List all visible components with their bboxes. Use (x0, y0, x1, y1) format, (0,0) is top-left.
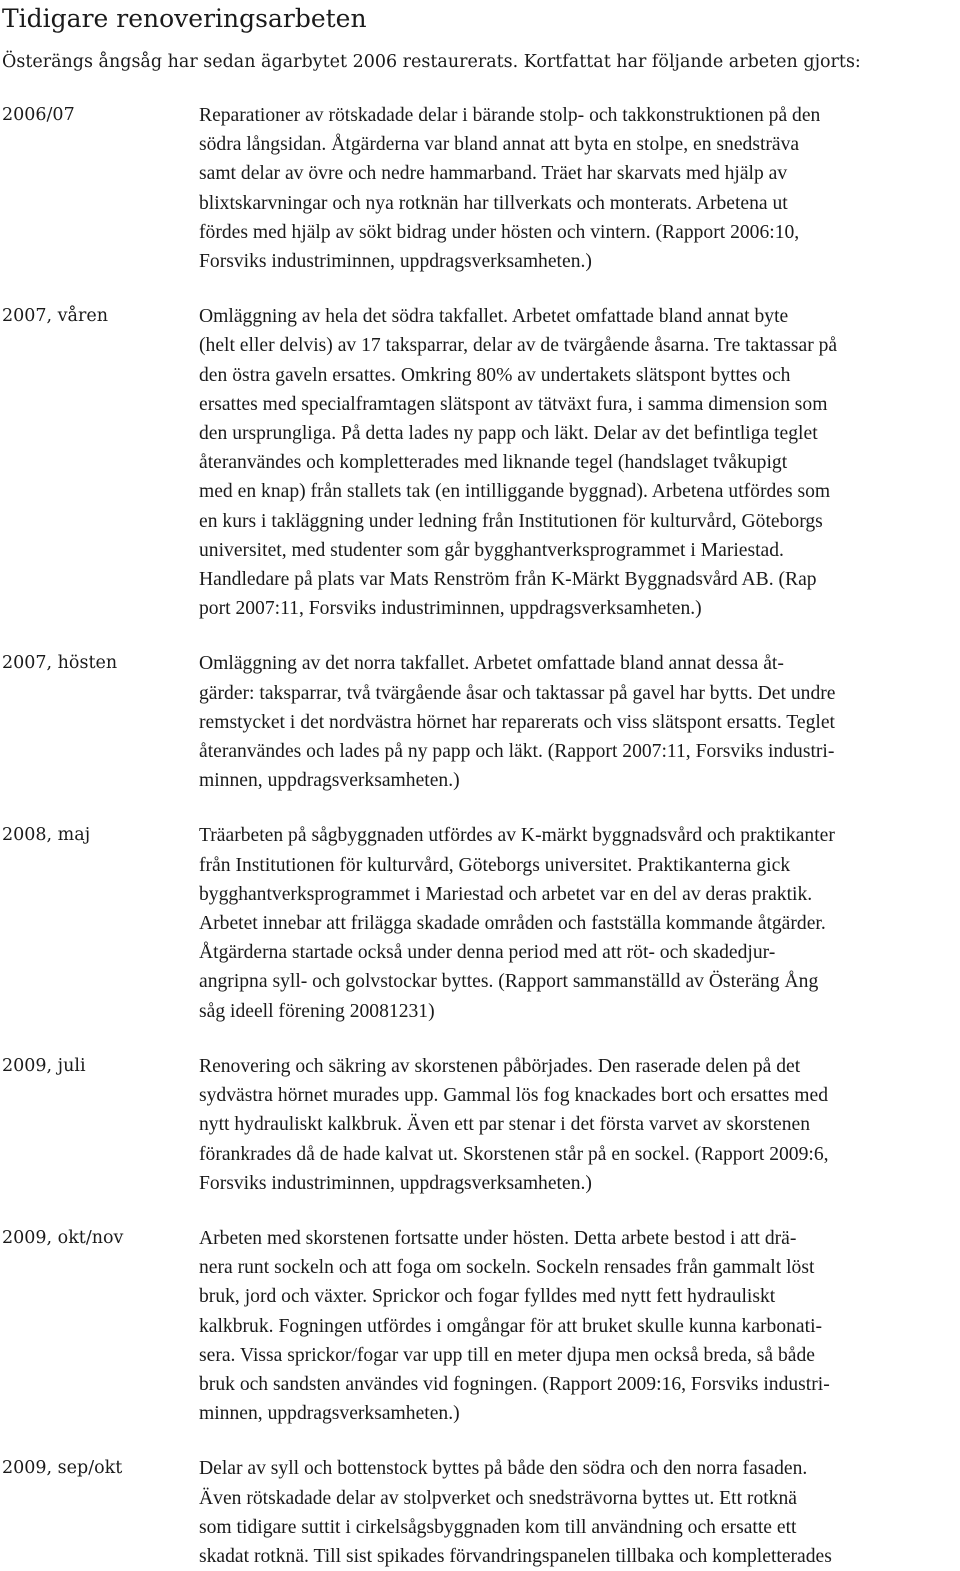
entry-description (199, 302, 958, 623)
entry-description-line: Åtgärderna startade också under denna period med att röt- och skadedjur- (199, 942, 776, 964)
entry-description-line: bygghantverksprogrammet i Mariestad och arbetet var en del av deras praktik. (199, 883, 813, 905)
entry-description-line: Renovering och säkring av skorstenen påbörjades. Den raserade delen på det (199, 1055, 801, 1077)
entry-date: 2008, maj (2, 825, 91, 846)
entry-description-line: den ursprungliga. På detta lades ny papp och läkt. Delar av det befintliga teglet (199, 423, 818, 445)
entry-date: 2007, hösten (2, 653, 118, 674)
entry-description (199, 101, 958, 276)
entry-description-line: Arbeten med skorstenen fortsatte under hösten. Detta arbete bestod i att drä- (199, 1227, 797, 1249)
entry-description-line: (helt eller delvis) av 17 taksparrar, delar av de tvärgående åsarna. Tre taktassar på (199, 335, 838, 357)
entry-description-line: skadat rotknä. Till sist spikades förvandringspanelen tillbaka och kompletterades (199, 1545, 832, 1567)
page-title: Tidigare renoveringsarbeten (2, 4, 367, 33)
renovation-entry (2, 821, 958, 1025)
entry-date: 2009, okt/nov (2, 1227, 124, 1248)
entry-description (199, 1224, 958, 1428)
entry-date: 2009, sep/okt (2, 1458, 123, 1479)
entry-description-line: Arbetet innebar att frilägga skadade områden och fastställa kommande åtgärder. (199, 913, 826, 935)
entry-description-line: södra långsidan. Åtgärderna var bland annat att byta en stolpe, en snedsträva (199, 134, 800, 156)
entry-description-line: Även rötskadade delar av stolpverket och snedsträvorna byttes ut. Ett rotknä (199, 1487, 797, 1509)
entry-date: 2006/07 (2, 105, 75, 125)
entry-description-line: Omläggning av det norra takfallet. Arbetet omfattade bland annat dessa åt- (199, 653, 784, 675)
entry-description-line: en kurs i takläggning under ledning från Institutionen för kulturvård, Göteborgs (199, 510, 823, 532)
intro-paragraph: Österängs ångsåg har sedan ägarbytet 2006 restaurerats. Kortfattat har följande arbeten gjorts: (2, 52, 861, 72)
entry-description-line: port 2007:11, Forsviks industriminnen, uppdragsverksamheten.) (199, 598, 702, 620)
entry-description-line: Omläggning av hela det södra takfallet. Arbetet omfattade bland annat byte (199, 306, 789, 328)
entry-description (199, 1052, 958, 1198)
renovation-entry (2, 1224, 958, 1428)
entry-description-line: med en knap) från stallets tak (en intilliggande byggnad). Arbetena utfördes som (199, 481, 831, 503)
entry-description-line: förankrades då de hade kalvat ut. Skorstenen står på en sockel. (Rapport 2009:6, (199, 1143, 829, 1165)
entry-description-line: minnen, uppdragsverksamheten.) (199, 1403, 460, 1425)
entry-description-line: remstycket i det nordvästra hörnet har reparerats och viss slätspont ersatts. Teglet (199, 711, 835, 733)
entry-description-line: den östra gaveln ersattes. Omkring 80% av undertakets slätspont byttes och (199, 364, 791, 386)
entry-date: 2009, juli (2, 1055, 86, 1076)
entry-description-line: blixtskarvningar och nya rotknän har tillverkats och monterats. Arbetena ut (199, 192, 788, 214)
entry-description-line: Forsviks industriminnen, uppdragsverksamheten.) (199, 1172, 592, 1194)
entry-description-line: universitet, med studenter som går bygghantverksprogrammet i Mariestad. (199, 539, 784, 561)
entry-description-line: Träarbeten på sågbyggnaden utfördes av K-märkt byggnadsvård och praktikanter (199, 825, 835, 847)
entry-description-line: nera runt sockeln och att foga om sockeln. Sockeln rensades från gammalt löst (199, 1257, 815, 1279)
entry-description-line: bruk, jord och växter. Sprickor och fogar fylldes med nytt fett hydrauliskt (199, 1286, 776, 1308)
entry-description (199, 1454, 958, 1571)
renovation-entry (2, 302, 958, 623)
entry-description-line: minnen, uppdragsverksamheten.) (199, 770, 460, 792)
renovation-entry (2, 1454, 958, 1571)
entry-description-line: såg ideell förening 20081231) (199, 1000, 435, 1022)
entry-description-line: Forsviks industriminnen, uppdragsverksamheten.) (199, 251, 592, 273)
entry-description-line: Handledare på plats var Mats Renström från K-Märkt Byggnadsvård AB. (Rap (199, 569, 817, 591)
renovation-entries (2, 101, 958, 1571)
renovation-entry (2, 101, 958, 276)
renovation-entry (2, 649, 958, 795)
entry-description (199, 821, 958, 1025)
entry-description-line: Reparationer av rötskadade delar i bärande stolp- och takkonstruktionen på den (199, 105, 821, 126)
entry-description-line: kalkbruk. Fogningen utfördes i omgångar för att bruket skulle kunna karbonati- (199, 1315, 823, 1337)
entry-description-line: nytt hydrauliskt kalkbruk. Även ett par stenar i det första varvet av skorstenen (199, 1114, 811, 1136)
entry-date: 2007, våren (2, 306, 108, 327)
entry-description-line: återanvändes och kompletterades med liknande tegel (handslaget tvåkupigt (199, 452, 788, 474)
entry-description-line: Delar av syll och bottenstock byttes på både den södra och den norra fasaden. (199, 1458, 808, 1480)
entry-description-line: som tidigare suttit i cirkelsågsbyggnaden kom till användning och ersatte ett (199, 1516, 797, 1538)
renovation-entry (2, 1052, 958, 1198)
entry-description-line: sera. Vissa sprickor/fogar var upp till en meter djupa men också breda, så både (199, 1344, 815, 1366)
document-page (2, 0, 958, 1571)
entry-description-line: gärder: taksparrar, två tvärgående åsar och taktassar på gavel har bytts. Det undre (199, 682, 836, 704)
entry-description-line: återanvändes och lades på ny papp och läkt. (Rapport 2007:11, Forsviks industri- (199, 741, 835, 763)
entry-description-line: bruk och sandsten användes vid fogningen. (Rapport 2009:16, Forsviks industri- (199, 1373, 830, 1395)
entry-description-line: angripna syll- och golvstockar byttes. (Rapport sammanställd av Österäng Ång (199, 971, 819, 993)
entry-description-line: samt delar av övre och nedre hammarband. Träet har skarvats med hjälp av (199, 163, 788, 185)
entry-description-line: från Institutionen för kulturvård, Göteborgs universitet. Praktikanterna gick (199, 854, 791, 876)
entry-description (199, 649, 958, 795)
entry-description-line: sydvästra hörnet murades upp. Gammal lös fog knackades bort och ersattes med (199, 1085, 828, 1107)
entry-description-line: fördes med hjälp av sökt bidrag under hösten och vintern. (Rapport 2006:10, (199, 221, 800, 243)
entry-description-line: ersattes med specialframtagen slätspont av tätväxt fura, i samma dimension som (199, 393, 828, 415)
